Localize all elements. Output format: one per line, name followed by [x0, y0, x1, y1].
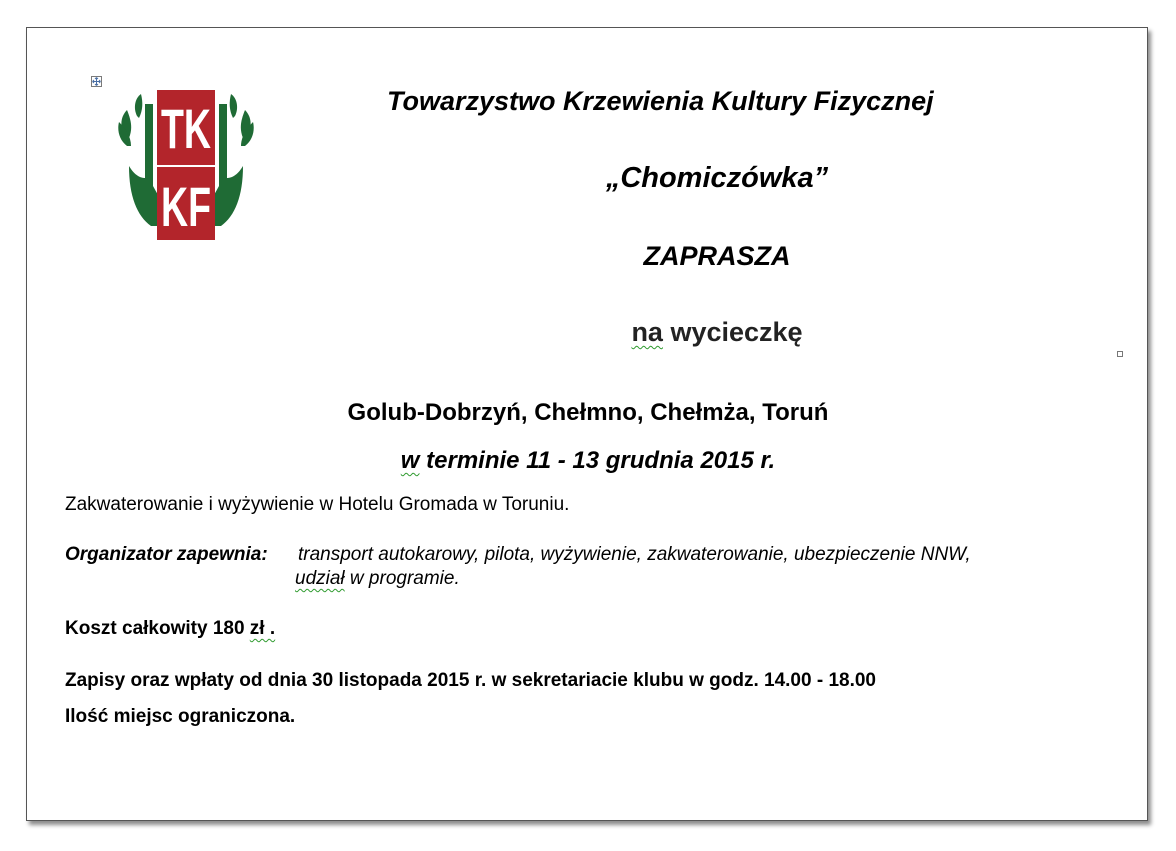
trip-heading: [387, 317, 1047, 348]
total-cost-text: Koszt całkowity 180: [65, 618, 250, 639]
invitation-heading: ZAPRASZA: [643, 241, 791, 271]
limited-places-note: Ilość miejsc ograniczona.: [65, 706, 296, 727]
total-cost: [65, 618, 275, 640]
accommodation-text: Zakwaterowanie i wyżywienie w Hotelu Gromada w Toruniu.: [65, 494, 570, 515]
spellcheck-word: zł .: [249, 618, 276, 639]
spellcheck-word: na: [631, 317, 663, 347]
logo-left-leaf-icon: [118, 94, 163, 226]
signup-info: Zapisy oraz wpłaty od dnia 30 listopada 2015 r. w sekretariacie klubu w godz. 14.00 - 18.00: [65, 670, 876, 691]
spellcheck-word: w: [400, 447, 420, 474]
logo-right-leaf-icon: [209, 94, 254, 226]
trip-dates-rest: terminie 11 - 13 grudnia 2015 r.: [419, 447, 776, 474]
logo-text-bottom: KF: [161, 175, 211, 238]
trip-dates: [27, 447, 1149, 475]
organizer-list-line1: transport autokarowy, pilota, wyżywienie, zakwaterowanie, ubezpieczenie NNW,: [298, 544, 971, 565]
logo-text-top: TK: [161, 97, 211, 160]
tkkf-logo: [115, 86, 257, 242]
table-move-handle-icon[interactable]: [91, 76, 102, 87]
club-name: „Chomiczówka”: [605, 162, 829, 194]
resize-handle[interactable]: [1117, 351, 1123, 357]
organization-title: Towarzystwo Krzewienia Kultury Fizycznej: [387, 86, 934, 116]
trip-heading-rest: wycieczkę: [662, 317, 803, 347]
trip-destinations: Golub-Dobrzyń, Chełmno, Chełmża, Toruń: [347, 399, 829, 426]
organizer-list-line2-rest: w programie.: [344, 568, 460, 589]
organizer-label: Organizator zapewnia:: [65, 544, 268, 565]
document-page: [26, 27, 1148, 821]
organizer-list-line2: [295, 568, 460, 590]
spellcheck-word: udział: [295, 568, 345, 589]
